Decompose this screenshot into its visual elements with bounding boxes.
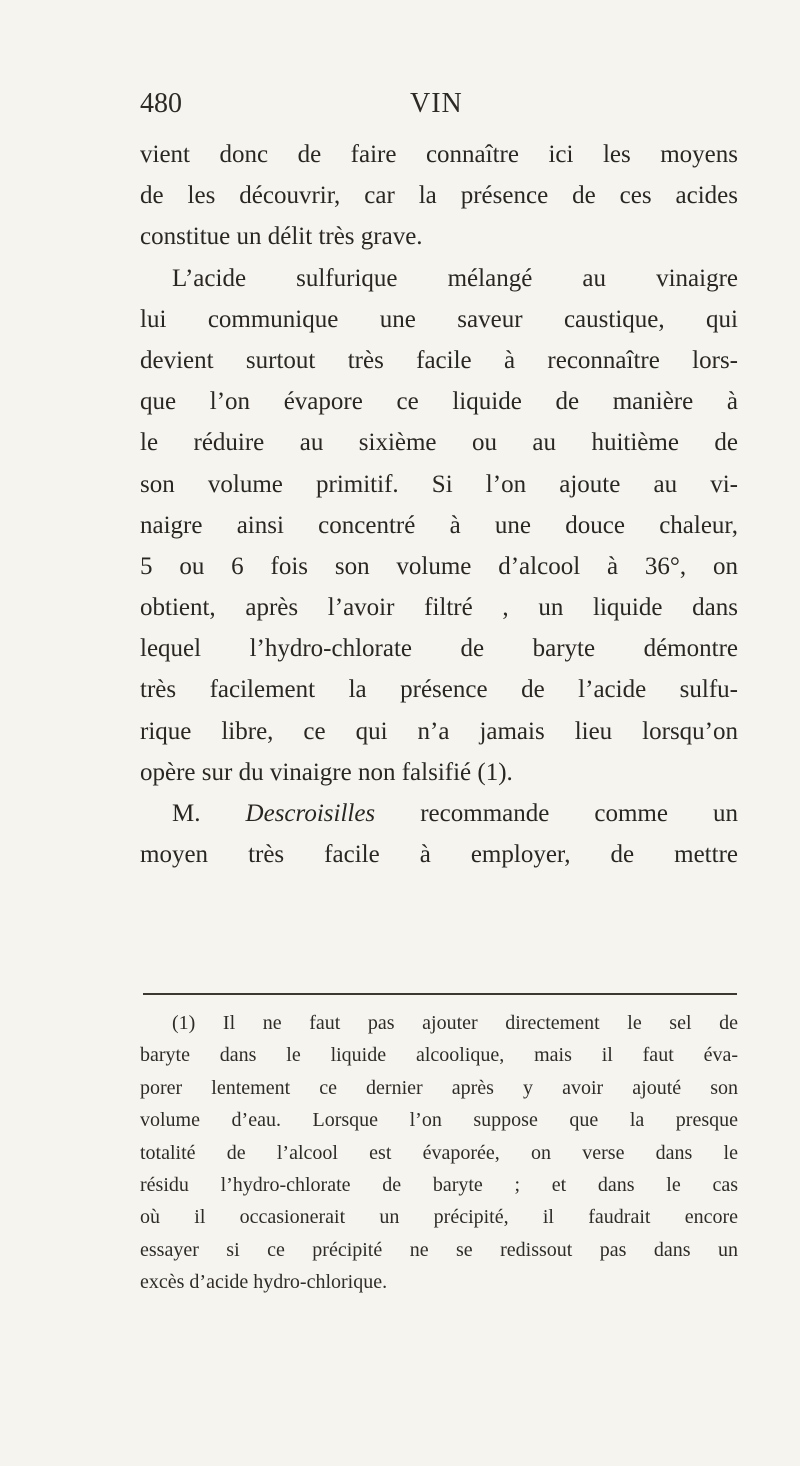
text-line: rique libre, ce qui n’a jamais lieu lorsqu’on <box>140 717 738 745</box>
text-line: opère sur du vinaigre non falsifié (1). <box>140 758 513 786</box>
text-line: obtient, après l’avoir filtré , un liquide dans <box>140 594 738 622</box>
footnote-line: (1) Il ne faut pas ajouter directement le sel de <box>172 1012 738 1034</box>
footnote-line: porer lentement ce dernier après y avoir ajouté son <box>140 1076 738 1099</box>
footnote-line: volume d’eau. Lorsque l’on suppose que la presque <box>140 1109 738 1132</box>
running-head: VIN <box>410 88 463 119</box>
footnote-line: totalité de l’alcool est évaporée, on verse dans le <box>140 1141 738 1164</box>
text-line: que l’on évapore ce liquide de manière à <box>140 388 738 416</box>
text-line: vient donc de faire connaître ici les moyens <box>140 141 738 168</box>
text-line: lui communique une saveur caustique, qui <box>140 305 738 333</box>
text-line: moyen très facile à employer, de mettre <box>140 841 738 869</box>
footnote-line: où il occasionerait un précipité, il faudrait encore <box>140 1206 738 1229</box>
text-line: L’acide sulfurique mélangé au vinaigre <box>172 264 738 292</box>
footnote <box>140 1007 738 1299</box>
text-line <box>140 793 738 834</box>
text-line: naigre ainsi concentré à une douce chaleur, <box>140 511 738 539</box>
honorific: M. <box>172 800 201 827</box>
text-line: très facilement la présence de l’acide sulfu- <box>140 676 738 704</box>
text-fragment: recommande comme un <box>420 800 739 827</box>
text-line: le réduire au sixième ou au huitième de <box>140 429 738 457</box>
text-line: lequel l’hydro-chlorate de baryte démontre <box>140 635 738 663</box>
footnote-line: excès d’acide hydro-chlorique. <box>140 1271 388 1294</box>
footnote-line: baryte dans le liquide alcoolique, mais il faut éva- <box>140 1044 738 1067</box>
page-header <box>140 88 750 128</box>
text-line: devient surtout très facile à reconnaître lors- <box>140 346 738 374</box>
main-text <box>140 134 738 875</box>
page-number: 480 <box>140 88 182 119</box>
author-name: Descroisilles <box>245 800 376 827</box>
text-line: de les découvrir, car la présence de ces acides <box>140 182 738 210</box>
footnote-rule <box>143 993 737 995</box>
footnote-line: essayer si ce précipité ne se redissout pas dans un <box>140 1238 738 1261</box>
text-line: 5 ou 6 fois son volume d’alcool à 36°, on <box>140 552 738 580</box>
text-line: son volume primitif. Si l’on ajoute au vi- <box>140 470 738 498</box>
text-line: constitue un délit très grave. <box>140 223 423 251</box>
footnote-line: résidu l’hydro-chlorate de baryte ; et dans le cas <box>140 1173 738 1196</box>
